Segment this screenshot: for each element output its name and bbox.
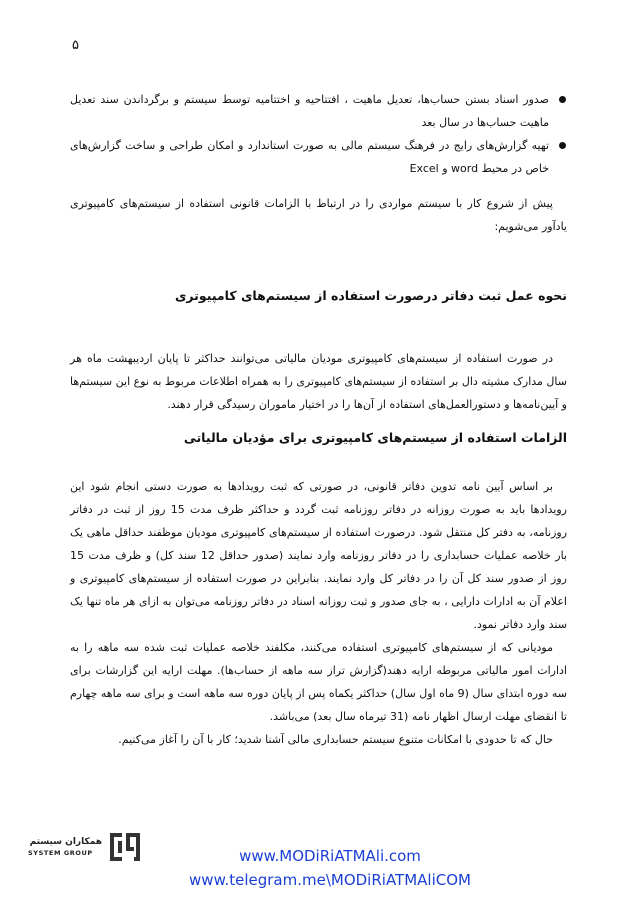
company-logo — [28, 827, 154, 867]
list-item — [70, 88, 549, 134]
list-item-text: صدور اسناد بستن حساب‌ها، تعدیل ماهیت ، افتتاحیه و اختتامیه توسط سیستم و برگرداندن سند تعدیل ماهیت حساب‌ها در سال بعد — [70, 93, 549, 129]
bullet-icon — [559, 96, 566, 103]
website-link[interactable]: www.MODiRiATMAli.com — [239, 847, 421, 865]
list-item — [70, 134, 549, 180]
telegram-link[interactable]: www.telegram.me\MODiRiATMAliCOM — [189, 871, 471, 889]
requirements-paragraph-3: حال که تا حدودی با امکانات متنوع سیستم حسابداری مالی آشنا شدید؛ کار با آن را آغاز می‌کنیم. — [118, 733, 553, 746]
requirements-paragraph-2: مودیانی که از سیستم‌های کامپیوتری استفاده می‌کنند، مکلفند خلاصه عملیات ثبت شده سه ماهه را به ادارات امور مالیاتی مربوطه ارایه دهند(گزارش تراز سه ماهه از حساب‌ها). مهلت ارایه این گزارشات برای سه دوره ابتدای سال (9 ماه اول سال) حداکثر یکماه پس از پایان دوره سه ماهه است و برای سه ماهه چهارم تا انقضای مهلت ارسال اظهار نامه (31 تیرماه سال بعد) می‌باشد. — [70, 641, 567, 723]
list-item-text: تهیه گزارش‌های رایج در فرهنگ سیستم مالی به صورت استاندارد و امکان طراحی و ساخت گزارش‌های خاص در محیط word و Excel — [70, 139, 549, 175]
section-heading-requirements: الزامات استفاده از سیستم‌های کامپیوتری برای مؤدیان مالیاتی — [183, 430, 567, 445]
logo-mark-icon — [108, 827, 142, 867]
intro-paragraph: پیش از شروع کار با سیستم مواردی را در ارتباط با الزامات قانونی استفاده از سیستم‌های کامپیوتری یادآور می‌شویم: — [70, 197, 567, 233]
logo-english-name: SYSTEM GROUP — [28, 848, 93, 857]
feature-list — [70, 88, 567, 180]
footer-links — [140, 844, 520, 892]
bullet-icon — [559, 142, 566, 149]
section-heading-recording: نحوه عمل ثبت دفاتر درصورت استفاده از سیستم‌های کامپیوتری — [174, 288, 567, 303]
recording-paragraph: در صورت استفاده از سیستم‌های کامپیوتری مودیان مالیاتی می‌توانند حداکثر تا پایان اردیبهشت ماه هر سال مدارک مشیته دال بر استفاده از سیستم‌های کامپیوتری را به همراه اطلاعات مربوط به نوع این سیستم‌ها و آیین‌نامه‌ها و دستورالعمل‌های استفاده از آن‌ها را در اختیار ماموران رسیدگی قرار دهند. — [70, 352, 567, 411]
requirements-paragraph-1: بر اساس آیین نامه تدوین دفاتر قانونی، در صورتی که ثبت رویدادها به صورت دستی انجام شود این رویدادها باید به صورت روزانه در دفاتر روزنامه ثبت گردد و حداکثر ظرف مدت 15 روز از ثبت در دفاتر روزنامه، به دفتر کل منتقل شود. درصورت استفاده از سیستم‌های کامپیوتری مودیان موظفند حداقل ماهی یک بار خلاصه عملیات حسابداری را در دفاتر روزنامه وارد نمایند (صدور حداقل 12 سند کل) و ظرف مدت 15 روز از صدور سند کل آن را در دفاتر کل وارد نمایند. بنابراین در صورت استفاده از سیستم‌های کامپیوتری و اعلام آن به ادارات دارایی ، به جای صدور و ثبت روزانه اسناد در دفاتر روزنامه می‌توان به ازای هر ماه تنها یک سند وارد دفاتر نمود. — [70, 480, 567, 631]
document-body — [70, 88, 567, 751]
page-number: ۵ — [72, 38, 79, 53]
logo-persian-name: همکاران سیستم — [29, 836, 102, 847]
logo-text — [28, 838, 102, 857]
